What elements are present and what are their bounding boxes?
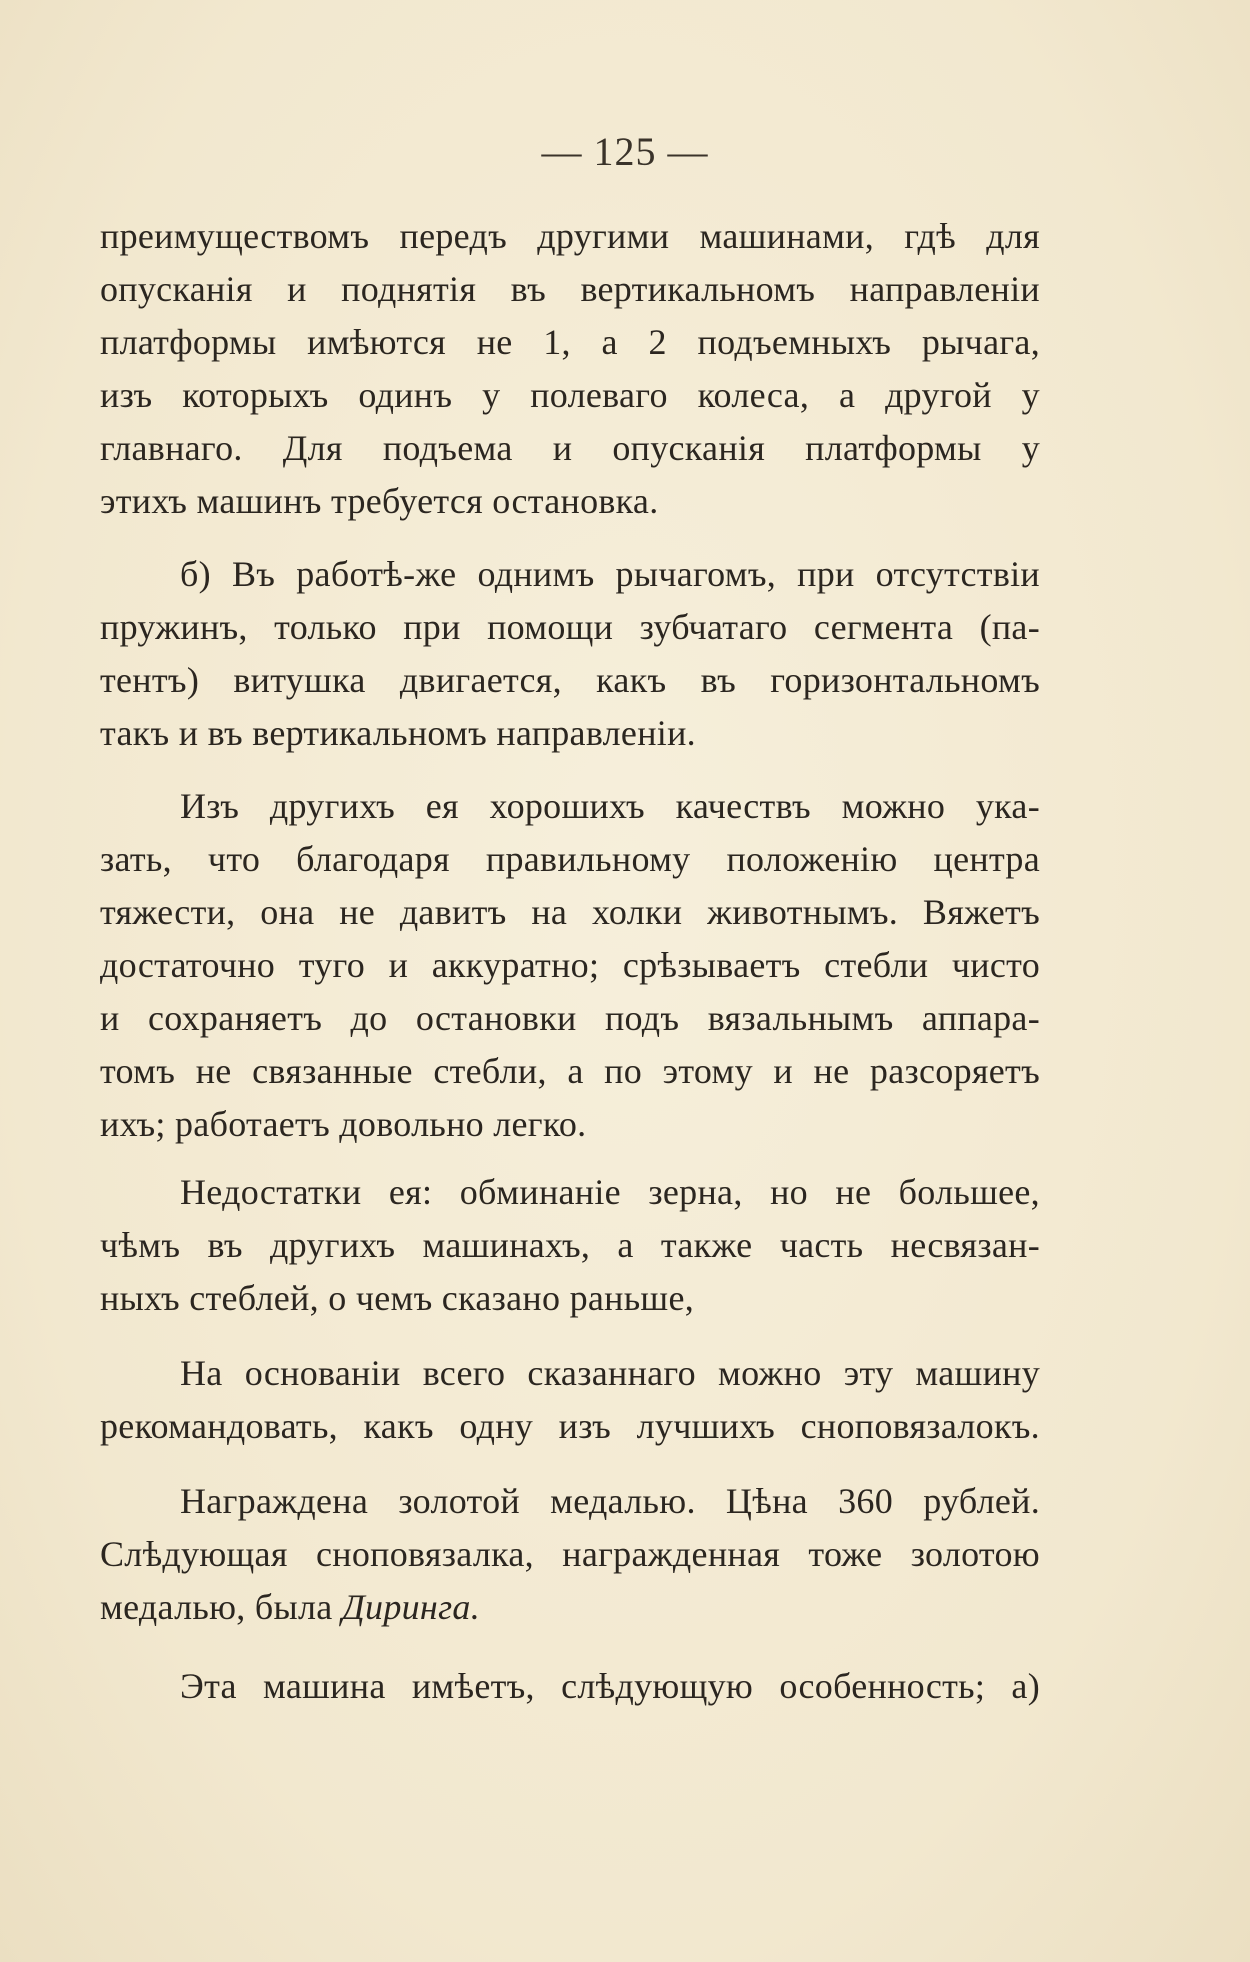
text-line: Слѣдующая сноповязалка, награжденная тоже золотою xyxy=(100,1534,1040,1574)
paragraph-1 xyxy=(100,210,1040,528)
paragraph-5 xyxy=(100,1347,1040,1453)
text-line: изъ которыхъ одинъ у полеваго колеса, а другой у xyxy=(100,375,1040,415)
text-line: пружинъ, только при помощи зубчатаго сегмента (па- xyxy=(100,607,1040,647)
text-line: этихъ машинъ требуется остановка. xyxy=(100,481,659,521)
page-number: — 125 — xyxy=(541,129,709,174)
text-line: б) Въ работѣ-же однимъ рычагомъ, при отсутствіи xyxy=(180,554,1040,594)
paragraph-7 xyxy=(100,1660,1040,1713)
text-line: такъ и въ вертикальномъ направленіи. xyxy=(100,713,696,753)
paragraph-4 xyxy=(100,1166,1040,1325)
text-line: опусканія и поднятія въ вертикальномъ направленіи xyxy=(100,269,1040,309)
text-line: рекомандовать, какъ одну изъ лучшихъ сноповязалокъ. xyxy=(100,1406,1040,1446)
text-line: тяжести, она не давитъ на холки животнымъ. Вяжетъ xyxy=(100,892,1040,932)
text-line: главнаго. Для подъема и опусканія платформы у xyxy=(100,428,1040,468)
text-line: ныхъ стеблей, о чемъ сказано раньше, xyxy=(100,1278,695,1318)
text-line: На основаніи всего сказаннаго можно эту машину xyxy=(180,1353,1040,1393)
paragraph-2 xyxy=(100,548,1040,760)
text-line: зать, что благодаря правильному положенію центра xyxy=(100,839,1040,879)
text-line: достаточно туго и аккуратно; срѣзываетъ стебли чисто xyxy=(100,945,1040,985)
text-line: платформы имѣются не 1, а 2 подъемныхъ рычага, xyxy=(100,322,1040,362)
text-line: Недостатки ея: обминаніе зерна, но не большее, xyxy=(180,1172,1040,1212)
text-line: чѣмъ въ другихъ машинахъ, а также часть несвязан- xyxy=(100,1225,1040,1265)
text-line: и сохраняетъ до остановки подъ вязальнымъ аппара- xyxy=(100,998,1040,1038)
text-line: тентъ) витушка двигается, какъ въ горизонтальномъ xyxy=(100,660,1040,700)
text-line: преимуществомъ передъ другими машинами, гдѣ для xyxy=(100,216,1040,256)
text-line: томъ не связанные стебли, а по этому и не разсоряетъ xyxy=(100,1051,1040,1091)
text-line-prefix: медалью, была xyxy=(100,1587,342,1627)
text-line: Эта машина имѣетъ, слѣдующую особенность; а) xyxy=(180,1666,1040,1706)
text-line: ихъ; работаетъ довольно легко. xyxy=(100,1104,587,1144)
paragraph-6 xyxy=(100,1475,1040,1634)
paragraph-3 xyxy=(100,780,1040,1151)
italic-name: Диринга. xyxy=(341,1587,481,1627)
text-line: Изъ другихъ ея хорошихъ качествъ можно ука- xyxy=(180,786,1040,826)
text-line: Награждена золотой медалью. Цѣна 360 рублей. xyxy=(180,1481,1040,1521)
text-line-last xyxy=(100,1581,1040,1634)
